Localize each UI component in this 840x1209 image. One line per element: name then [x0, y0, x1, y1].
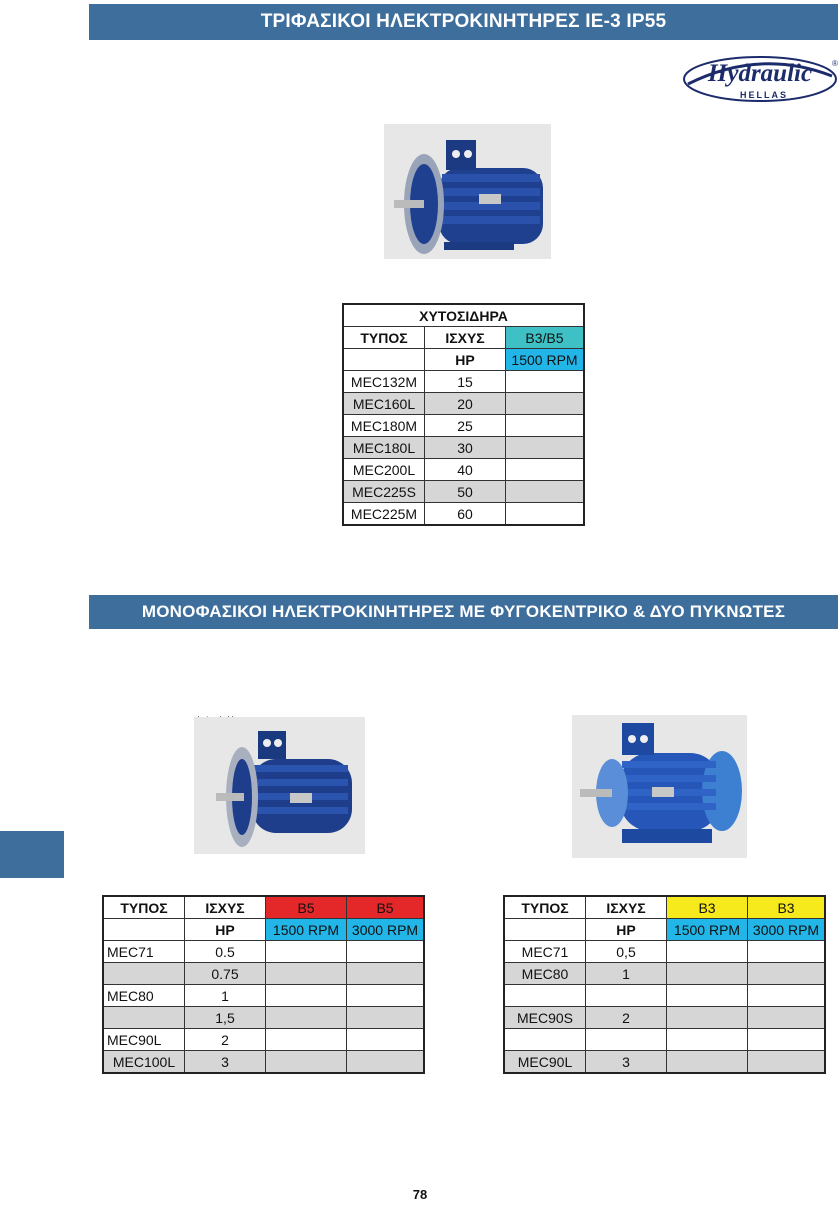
table-cell: 60 — [425, 503, 506, 526]
table-cell — [748, 985, 826, 1007]
subheader-rpm-2: 3000 RPM — [748, 919, 826, 941]
side-tab-marker — [0, 831, 64, 878]
table-cell — [506, 459, 585, 481]
col-header-mount: B3/B5 — [506, 327, 585, 349]
table-cell: MEC80 — [504, 963, 586, 985]
table-cell: 1 — [586, 963, 667, 985]
subheader-hp: HP — [586, 919, 667, 941]
subheader-cell — [343, 349, 425, 371]
section-title-three-phase: ΤΡΙΦΑΣΙΚΟΙ ΗΛΕΚΤΡΟΚΙΝΗΤΗΡΕΣ IE-3 IP55 — [89, 4, 838, 40]
b5-spec-table — [102, 895, 425, 1074]
motor-image — [194, 717, 365, 854]
table-cell: MEC90S — [504, 1007, 586, 1029]
b3-spec-table — [503, 895, 826, 1074]
table-cell — [506, 393, 585, 415]
subheader-cell — [504, 919, 586, 941]
table-cell: MEC71 — [504, 941, 586, 963]
table-cell: MEC100L — [103, 1051, 185, 1074]
table-cell — [506, 437, 585, 459]
col-header-type: ΤΥΠΟΣ — [504, 896, 586, 919]
col-header-type: ΤΥΠΟΣ — [103, 896, 185, 919]
table-cell — [748, 1029, 826, 1051]
table-cell — [266, 1051, 347, 1074]
motor-image — [384, 124, 551, 259]
table-cell: 50 — [425, 481, 506, 503]
table-cell: 1 — [185, 985, 266, 1007]
motor-photo-b3 — [572, 715, 747, 858]
col-header-mount-1: B3 — [667, 896, 748, 919]
table-cell: 25 — [425, 415, 506, 437]
table-cell: MEC225S — [343, 481, 425, 503]
table-cell — [103, 963, 185, 985]
table-cell: MEC180M — [343, 415, 425, 437]
col-header-type: ΤΥΠΟΣ — [343, 327, 425, 349]
subheader-hp: HP — [185, 919, 266, 941]
table-cell: MEC160L — [343, 393, 425, 415]
motor-image — [572, 715, 747, 858]
col-header-mount-1: B5 — [266, 896, 347, 919]
table-cell: 30 — [425, 437, 506, 459]
table-cell — [667, 1007, 748, 1029]
table-cell: 20 — [425, 393, 506, 415]
table-cell — [347, 1029, 425, 1051]
table-cell — [504, 1029, 586, 1051]
table-cell — [347, 1051, 425, 1074]
subheader-hp: HP — [425, 349, 506, 371]
col-header-mount-2: B3 — [748, 896, 826, 919]
table-cell: 3 — [586, 1051, 667, 1074]
table-cell: MEC80 — [103, 985, 185, 1007]
table-cell: 0.5 — [185, 941, 266, 963]
table-cell — [506, 371, 585, 393]
table-cell — [347, 985, 425, 1007]
table-cell — [347, 963, 425, 985]
table-cell — [667, 985, 748, 1007]
subheader-cell — [103, 919, 185, 941]
section-title-single-phase: ΜΟΝΟΦΑΣΙΚΟΙ ΗΛΕΚΤΡΟΚΙΝΗΤΗΡΕΣ ΜΕ ΦΥΓΟΚΕΝΤΡΙΚΟ & ΔΥΟ ΠΥΚΝΩΤΕΣ — [89, 595, 838, 629]
table-cell — [667, 1029, 748, 1051]
table-cell — [266, 1029, 347, 1051]
table-cell: 0,5 — [586, 941, 667, 963]
table-cell: 40 — [425, 459, 506, 481]
table-cell — [667, 963, 748, 985]
col-header-mount-2: B5 — [347, 896, 425, 919]
table-cell — [347, 1007, 425, 1029]
table-cell — [266, 963, 347, 985]
subheader-rpm-1: 1500 RPM — [667, 919, 748, 941]
table-cell — [266, 985, 347, 1007]
subheader-rpm-2: 3000 RPM — [347, 919, 425, 941]
col-header-power: ΙΣΧΥΣ — [185, 896, 266, 919]
table-cell — [504, 985, 586, 1007]
cast-iron-spec-table — [342, 303, 585, 526]
table-cell: 2 — [185, 1029, 266, 1051]
table-cell — [586, 1029, 667, 1051]
table-cell: 0.75 — [185, 963, 266, 985]
table-cell: 2 — [586, 1007, 667, 1029]
table-cell: 1,5 — [185, 1007, 266, 1029]
motor-photo-b5 — [194, 717, 365, 854]
table-cell — [103, 1007, 185, 1029]
table-cell — [266, 1007, 347, 1029]
table-cell — [506, 503, 585, 526]
table-cell: MEC200L — [343, 459, 425, 481]
table-cell — [506, 415, 585, 437]
table-cell — [506, 481, 585, 503]
table-cell — [347, 941, 425, 963]
table-cell — [748, 1007, 826, 1029]
table-cell — [266, 941, 347, 963]
table-cell: 15 — [425, 371, 506, 393]
table-cell — [748, 963, 826, 985]
page-number: 78 — [412, 1187, 428, 1202]
table-cell: 3 — [185, 1051, 266, 1074]
col-header-power: ΙΣΧΥΣ — [586, 896, 667, 919]
subheader-rpm: 1500 RPM — [506, 349, 585, 371]
table-cell: MEC132M — [343, 371, 425, 393]
table-cell: MEC225M — [343, 503, 425, 526]
logo-subtext: HELLAS — [740, 90, 788, 100]
table-cell: MEC71 — [103, 941, 185, 963]
motor-photo-cast-iron — [384, 124, 551, 259]
table-cell — [667, 941, 748, 963]
logo-text: Hydraulic — [707, 60, 813, 87]
col-header-power: ΙΣΧΥΣ — [425, 327, 506, 349]
subheader-rpm-1: 1500 RPM — [266, 919, 347, 941]
table-cell: MEC90L — [103, 1029, 185, 1051]
hydraulic-hellas-logo — [682, 54, 838, 104]
table-cell: MEC90L — [504, 1051, 586, 1074]
logo-registered-mark: ® — [832, 59, 838, 68]
table-title: ΧΥΤΟΣΙΔΗΡΑ — [343, 304, 584, 327]
table-cell: MEC180L — [343, 437, 425, 459]
table-cell — [586, 985, 667, 1007]
table-cell — [667, 1051, 748, 1074]
table-cell — [748, 941, 826, 963]
table-cell — [748, 1051, 826, 1074]
